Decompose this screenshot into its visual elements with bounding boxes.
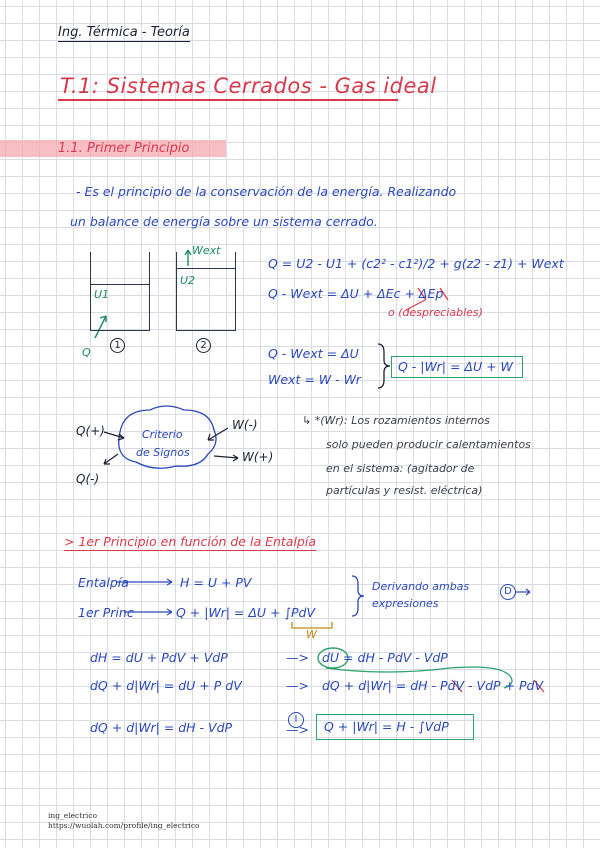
equation-note: o (despreciables): [388, 306, 483, 319]
sign-w-negative: W(-): [232, 418, 258, 432]
footer-url[interactable]: https://wuolah.com/profile/ing_electrico: [48, 821, 200, 830]
derivando-label: Derivando ambas: [372, 580, 470, 593]
entalpia-label: Entalpía: [78, 575, 129, 590]
equation-a: Q - Wext = ΔU: [268, 346, 359, 361]
label-wext: Wext: [192, 244, 221, 257]
enthalpy-result: Q + |Wr| = H - ∫VdP: [324, 719, 449, 734]
equation-main: Q = U2 - U1 + (c2² - c1²)/2 + g(z2 - z1) + Wext: [268, 256, 564, 271]
note-line-3: en el sistema: (agitador de: [326, 462, 475, 475]
note-line-1: ↳ *(Wr): Los rozamientos internos: [302, 414, 490, 427]
label-u2: U2: [180, 274, 196, 287]
sign-w-positive: W(+): [242, 450, 274, 464]
label-u1: U1: [94, 288, 110, 301]
derivative-marker: D: [500, 584, 516, 600]
note-line-2: solo pueden producir calentamientos: [326, 438, 531, 451]
differential-1-right: dU = dH - PdV - VdP: [322, 650, 448, 665]
sign-q-negative: Q(-): [76, 472, 100, 486]
equation-short: Q - Wext = ΔU + ΔEc + ΔEp: [268, 286, 444, 301]
differential-2-left: dQ + d|Wr| = dU + P dV: [90, 678, 242, 693]
sign-q-positive: Q(+): [76, 424, 105, 438]
first-principle-label: 1er Princ: [78, 605, 134, 620]
intro-line-2: un balance de energía sobre un sistema cerrado.: [70, 214, 378, 229]
footer-author: ing_electrico: [48, 811, 97, 820]
differential-1-left: dH = dU + PdV + VdP: [90, 650, 228, 665]
arrow-2: —>: [286, 678, 309, 693]
integral-marker: I: [288, 712, 304, 728]
equation-result: Q - |Wr| = ΔU + W: [398, 359, 513, 374]
expresiones-label: expresiones: [372, 597, 439, 610]
section-2-heading: > 1er Principio en función de la Entalpía: [64, 534, 316, 549]
differential-2-right: dQ + d|Wr| = dH - PdV - VdP + PdV: [322, 678, 543, 693]
piston-2: [177, 268, 235, 269]
container-state-2: [176, 252, 236, 331]
first-principle-equation: Q + |Wr| = ΔU + ∫PdV: [176, 605, 316, 620]
arrow-3: —>: [286, 722, 309, 737]
signs-label-2: de Signos: [136, 446, 190, 459]
differential-3-left: dQ + d|Wr| = dH - VdP: [90, 720, 233, 735]
label-q: Q: [82, 346, 91, 359]
section-1-heading: 1.1. Primer Principio: [58, 141, 190, 156]
piston-1: [91, 284, 149, 285]
entalpia-equation: H = U + PV: [180, 575, 252, 590]
state-1-marker: 1: [110, 338, 125, 353]
state-2-marker: 2: [196, 338, 211, 353]
note-line-4: partículas y resist. eléctrica): [326, 484, 483, 497]
page-title: T.1: Sistemas Cerrados - Gas ideal: [60, 74, 437, 98]
subject-header: Ing. Térmica - Teoría: [58, 25, 190, 40]
equation-b: Wext = W - Wr: [268, 372, 361, 387]
arrow-1: —>: [286, 650, 309, 665]
signs-label-1: Criterio: [142, 428, 183, 441]
work-mark: W: [306, 628, 317, 641]
intro-line-1: - Es el principio de la conservación de la energía. Realizando: [76, 184, 457, 199]
